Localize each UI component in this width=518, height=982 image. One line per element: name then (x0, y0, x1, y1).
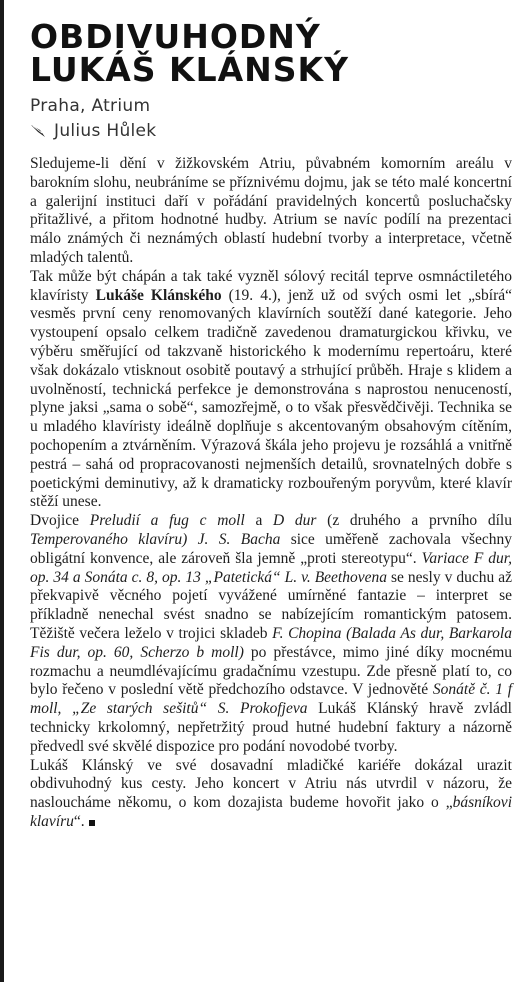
text-run: Tak může být chápán a tak také vyzněl sólový recitál teprve osmnáctiletého klavíristy (30, 267, 512, 304)
title-line-1: OBDIVUHODNÝ (30, 17, 321, 56)
text-run: sice uměřeně zachovala všechny obligátní konvence, ale zároveň šla jemně „proti stereotypu“. (30, 530, 512, 567)
paragraph-2 (30, 268, 512, 512)
text-run: a (244, 512, 274, 530)
text-run: Dvojice (30, 512, 90, 530)
text-run: Lukáš Klánský ve své dosavadní mladičké kariéře dokázal urazit obdivuhodný kus cesty. Jeho koncert v Atriu nás utvrdil v názoru, že nasloucháme někomu, o kom dozajista budeme hovořit jako o „ (30, 756, 512, 812)
paragraph-4 (30, 757, 512, 832)
italic-text: D dur (273, 512, 317, 530)
pen-icon (30, 124, 48, 138)
title-line-2: LUKÁŠ KLÁNSKÝ (30, 50, 350, 89)
italic-text: Preludií a fug c moll (89, 512, 245, 530)
italic-text: Sonátě č. 1 f moll, „Ze starých sešitů“ S. Prokofjeva (30, 681, 513, 718)
text-run: (19. 4.), jenž už od svých osmi let „sbírá“ vesměs první ceny renomovaných klavírních soutěží dané kategorie. Jeho vystoupení opsalo celkem tradičně zavedenou dramaturgickou křivku, ve výběru směřující od takzvaně historického k modernímu repertoáru, které však dokázalo vtisknout osobitě poutavý a strhující průběh. Hraje s klidem a uvolněností, technická perfekce je demonstrována s naprostou nenuceností, plyne jaksi „sama o sobě“, samozřejmě, o to však přesvědčivěji. Technika se u mladého klavíristy ideálně doplňuje s akcentovaným obsahovým cítěním, pochopením a ztvárněním. Výrazová škála jeho projevu je rozsáhlá a vnitřně pestrá – sahá od propracovanosti nejmenších detailů, srovnatelných dobře s poetickými deminutivy, až k dramaticky rozbouřeným poryvům, které klavír stěží unese. (30, 286, 512, 511)
end-mark-icon (89, 820, 95, 826)
venue-location: Praha, Atrium (30, 96, 151, 116)
article-body (30, 155, 512, 832)
author-name: Julius Hůlek (54, 121, 157, 141)
text-run: se nesly v duchu až překvapivě věcného pojetí vyvážené umírněné fantazie – interpret se příkladně nenechal svést snadno se nabízejícím romantickým patosem. Těžiště večera leželo v trojici skladeb (30, 568, 512, 642)
article-title (30, 17, 510, 89)
text-run: Lukáš Klánský hravě zvládl technicky krkolomný, nepřetržitý proud hutné hudební faktury a názorně předvedl své skvělé dispozice pro podání novodobé tvorby. (30, 700, 512, 755)
paragraph-1 (30, 155, 512, 268)
text-run: “. (73, 812, 85, 830)
italic-text: F. Chopina (Balada As dur, Barkarola Fis dur, op. 60, Scherzo b moll) (30, 624, 512, 661)
italic-text: básníkovi klavíru (30, 794, 512, 830)
author-line (30, 121, 510, 141)
text-run: po přestávce, mimo jiné díky mocnému rozmachu a neumdlévajícímu gradačnímu vzestupu. Zde přesně platí to, co bylo řečeno v poslední větě předchozího odstavce. V jednověté (30, 643, 512, 699)
paragraph-3 (30, 512, 512, 756)
italic-text: Temperovaného klavíru) J. S. Bacha (30, 530, 281, 548)
text-run: (z druhého a prvního dílu (316, 512, 512, 530)
text-run: Sledujeme-li dění v žižkovském Atriu, půvabném komorním areálu v barokním slohu, neubráníme se příznivému dojmu, jak se této malé koncertní a galerijní instituci daří v pořádání pravidelných koncertů posluchačsky přitažlivé, a přitom hodnotné hudby. Atrium se navíc podílí na prezentaci málo známých či neznámých oblastí hudební tvorby a interpretace, včetně mladých talentů. (30, 155, 512, 266)
left-border-rule (0, 0, 4, 982)
italic-text: Variace F dur, op. 34 a Sonáta c. 8, op. 13 „Patetická“ L. v. Beethovena (30, 549, 512, 586)
bold-text: Lukáše Klánského (95, 286, 222, 304)
